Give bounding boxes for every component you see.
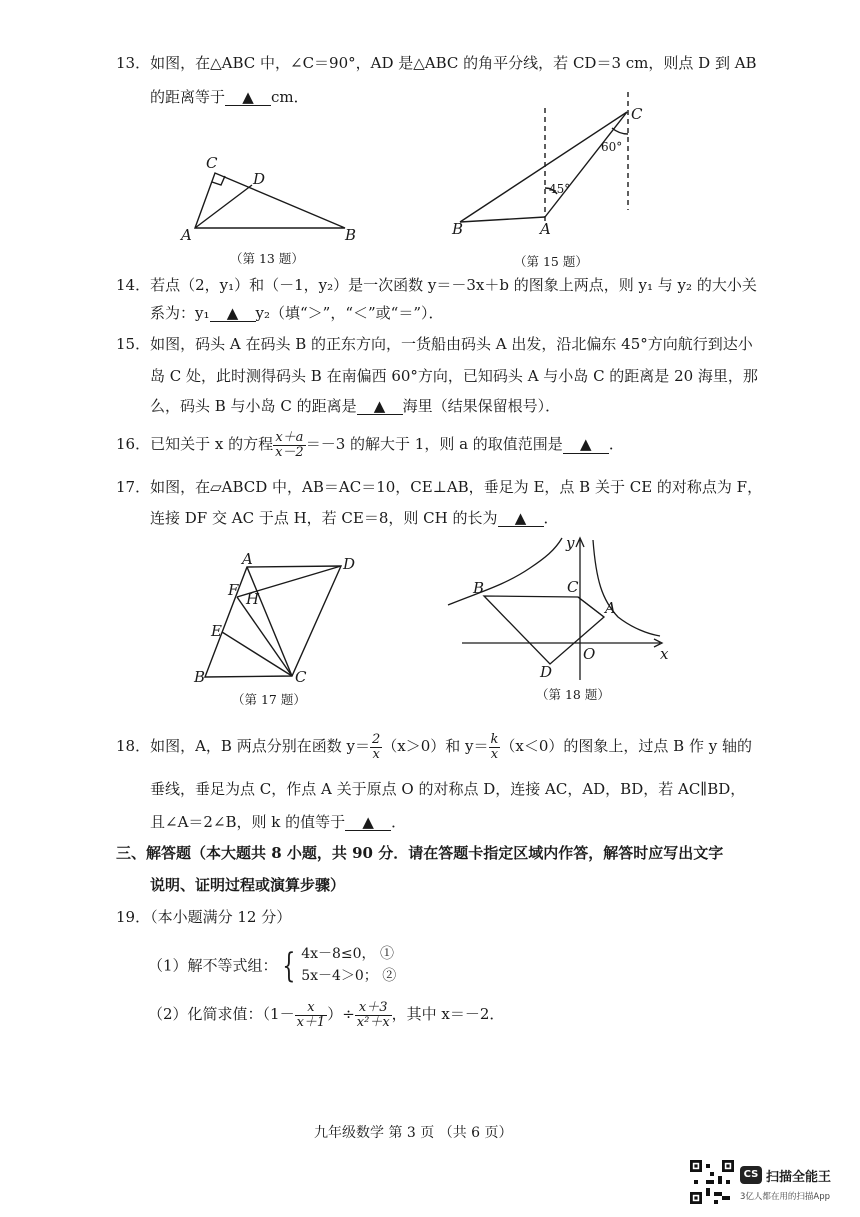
fig17-diagram: [205, 566, 341, 677]
q19-part2: [148, 1001, 504, 1029]
scanner-title: 扫描全能王: [766, 1170, 832, 1185]
q15-line3: [150, 399, 560, 415]
q16-frac-den: x－2: [275, 444, 304, 460]
q19-title: 19．（本小题满分 12 分）: [116, 908, 292, 926]
q18-f2-den: x: [490, 746, 499, 762]
q14-line2-post: y₂（填“＞”，“＜”或“＝”）．: [255, 304, 444, 322]
q17-line2-pre: 连接 DF 交 AC 于点 H，若 CE＝8，则 CH 的长为: [150, 509, 498, 527]
q14-line2-pre: 系为：y₁: [150, 304, 210, 322]
q13-line2-post: cm．: [271, 88, 309, 106]
q19-inequality-1: 4x－8≤0， ①: [301, 946, 394, 962]
q16-pre: 16．已知关于 x 的方程: [116, 435, 274, 454]
q18-fraction-1: [370, 733, 382, 761]
q13-answer-blank: ▲: [225, 90, 271, 106]
q18-answer-blank: ▲: [345, 815, 391, 831]
fig15-diagram: [460, 92, 628, 222]
fig18-label-d: D: [540, 663, 553, 681]
q15-line3-pre: 么，码头 B 与小岛 C 的距离是: [150, 397, 357, 415]
fig15-label-c: C: [631, 105, 643, 123]
q19-system: [301, 944, 396, 987]
qr-code-icon: [690, 1160, 734, 1204]
fig18-label-a: A: [605, 599, 616, 617]
scanner-subtitle: 3亿人都在用的扫描App: [740, 1192, 831, 1202]
q18-line3-pre: 且∠A＝2∠B，则 k 的值等于: [150, 813, 346, 831]
q18-line1-b: （x＞0）和 y＝: [382, 737, 489, 756]
fig13-label-a: A: [181, 226, 192, 244]
fig17-label-a: A: [242, 550, 253, 568]
fig13-caption: （第 13 题）: [230, 251, 304, 266]
q17-line1: 17．如图，在▱ABCD 中，AB＝AC＝10，CE⊥AB，垂足为 E，点 B 关于 CE 的对称点为 F，: [116, 478, 763, 496]
q18-line3-post: ．: [391, 813, 407, 831]
section3-heading-line2: 说明、证明过程或演算步骤）: [150, 876, 346, 894]
page-footer: 九年级数学 第 3 页 （共 6 页）: [314, 1125, 513, 1141]
q19-part2-label: （2）化简求值：（1－: [148, 1005, 295, 1024]
q19-part2-mid: ）÷: [327, 1005, 355, 1024]
q17-line2-post: ．: [543, 509, 559, 527]
fig18-label-c: C: [567, 578, 579, 596]
q18-line1: [116, 733, 752, 761]
fig17-label-b: B: [194, 668, 206, 686]
fig15-angle-45: 45°: [549, 182, 571, 196]
q17-answer-blank: ▲: [498, 511, 544, 527]
q14-line1: 14．若点（2，y₁）和（－1，y₂）是一次函数 y＝－3x＋b 的图象上两点，则 y₁ 与 y₂ 的大小关: [116, 276, 757, 294]
section3-heading: 三、解答题（本大题共 8 小题，共 90 分．请在答题卡指定区域内作答，解答时应写出文字: [116, 844, 724, 862]
q15-answer-blank: ▲: [357, 399, 403, 415]
fig13-label-c: C: [206, 154, 218, 172]
q18-line2: 垂线，垂足为点 C，作点 A 关于原点 O 的对称点 D，连接 AC，AD，BD，若 AC∥BD，: [150, 780, 746, 798]
fig18-label-y: y: [566, 534, 575, 552]
fig17-label-f: F: [228, 581, 239, 599]
q19-fraction-1: [295, 1001, 328, 1029]
q19-f1-num: x: [295, 1001, 328, 1016]
fig17-label-e: E: [211, 622, 222, 640]
q16-post: ＝－3 的解大于 1，则 a 的取值范围是: [305, 435, 563, 454]
fig18-label-b: B: [473, 579, 485, 597]
q18-line1-a: 18．如图，A，B 两点分别在函数 y＝: [116, 737, 370, 756]
scanner-logo: CS: [740, 1166, 762, 1184]
q16-answer-blank: ▲: [563, 435, 609, 454]
fig18-caption: （第 18 题）: [536, 687, 610, 702]
q16-line: [116, 431, 624, 459]
q13-line1: 13．如图，在△ABC 中，∠C＝90°，AD 是△ABC 的角平分线，若 CD＝3 cm，则点 D 到 AB: [116, 54, 757, 72]
q18-f1-num: 2: [371, 732, 381, 747]
q14-line2: [150, 306, 444, 322]
q19-inequality-2: 5x－4＞0； ②: [301, 967, 397, 984]
q19-brace: {: [281, 945, 295, 986]
q13-line2-pre: 的距离等于: [150, 88, 226, 106]
fig15-label-b: B: [452, 220, 464, 238]
q19-part1-label: （1）解不等式组：: [148, 956, 278, 975]
q18-f2-num: k: [490, 732, 499, 747]
q19-part1: [148, 944, 396, 987]
q15-line3-post: 海里（结果保留根号）．: [402, 397, 561, 415]
q16-end: ．: [608, 435, 624, 454]
q15-line1: 15．如图，码头 A 在码头 B 的正东方向，一货船由码头 A 出发，沿北偏东 45°方向航行到达小: [116, 335, 753, 353]
q18-fraction-2: [489, 733, 501, 761]
fig13-triangle: [195, 170, 345, 228]
fig17-caption: （第 17 题）: [232, 692, 306, 707]
q18-f1-den: x: [372, 746, 380, 762]
fig13-label-b: B: [345, 226, 357, 244]
q19-f2-num: x＋3: [355, 1001, 392, 1016]
fig15-label-a: A: [540, 220, 551, 238]
fig15-angle-60: 60°: [601, 140, 623, 154]
q15-line2: 岛 C 处，此时测得码头 B 在南偏西 60°方向，已知码头 A 与小岛 C 的距离是 20 海里，那: [150, 367, 758, 385]
fig17-label-h: H: [246, 590, 260, 608]
fig18-diagram: [448, 534, 662, 680]
q14-answer-blank: ▲: [210, 306, 256, 322]
fig17-label-c: C: [295, 668, 307, 686]
q16-frac-num: x＋a: [273, 431, 306, 446]
q19-part2-post: ，其中 x＝－2．: [391, 1005, 505, 1024]
q16-fraction: [273, 431, 306, 459]
fig15-caption: （第 15 题）: [514, 254, 588, 269]
fig18-label-x: x: [660, 645, 669, 663]
fig17-label-d: D: [343, 555, 356, 573]
q18-line1-c: （x＜0）的图象上，过点 B 作 y 轴的: [500, 737, 752, 756]
fig18-label-o: O: [583, 645, 596, 663]
q17-line2: [150, 511, 559, 527]
fig13-label-d: D: [253, 170, 266, 188]
q19-f2-den: x²＋x: [356, 1014, 390, 1030]
q19-f1-den: x＋1: [296, 1014, 326, 1030]
q19-fraction-2: [355, 1001, 392, 1029]
q18-line3: [150, 815, 406, 831]
